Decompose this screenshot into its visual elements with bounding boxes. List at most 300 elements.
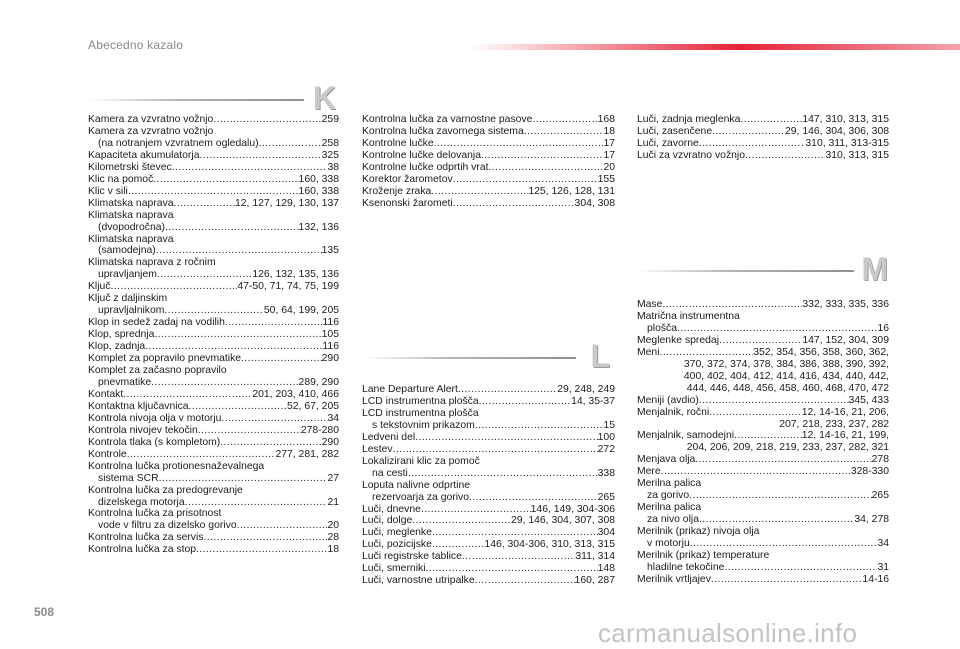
- dot-leader: [458, 384, 557, 396]
- index-page-refs: 132, 136: [298, 221, 339, 233]
- dot-leader: [198, 425, 301, 437]
- index-entry: [637, 395, 889, 407]
- section-letter-m: M: [861, 251, 888, 287]
- index-entry: [88, 222, 339, 234]
- index-term: upravljanjem: [98, 269, 157, 281]
- index-entry-heading: Lokalizirani klic za pomoč: [362, 455, 480, 467]
- index-page-refs: 15: [603, 419, 615, 431]
- index-entry: [362, 186, 615, 198]
- dot-leader: [532, 114, 597, 126]
- index-term: rezervoarja za gorivo: [372, 491, 470, 503]
- index-entry: [362, 396, 615, 408]
- index-page-refs: 12, 127, 129, 130, 137: [235, 197, 339, 209]
- dot-leader: [661, 466, 851, 478]
- index-entry-heading: Loputa nalivne odprtine: [362, 479, 471, 491]
- index-page-refs: 34: [327, 412, 339, 424]
- index-term: Kontrolne lučke delovanja: [362, 149, 481, 161]
- index-entry: [637, 126, 889, 138]
- dot-leader: [709, 407, 802, 419]
- index-entry: [88, 281, 339, 293]
- index-term: pnevmatike: [98, 376, 152, 388]
- index-entry: [88, 413, 339, 425]
- index-page-refs: 160, 338: [298, 173, 339, 185]
- index-term: Kontaktna ključavnica: [88, 400, 189, 412]
- dot-leader: [432, 539, 485, 551]
- index-page-refs: 168: [597, 114, 615, 125]
- index-term: Luči, zadnja meglenka: [637, 114, 741, 125]
- index-term: Menjalnik, samodejni: [637, 430, 735, 442]
- dot-leader: [408, 468, 598, 480]
- index-term: Kontrola tlaka (s kompletom): [88, 436, 221, 448]
- index-term: Ledveni del: [362, 431, 416, 443]
- index-page-refs: 50, 64, 199, 205: [263, 305, 339, 317]
- index-entry: [637, 430, 889, 442]
- index-page-refs: 147, 152, 304, 309: [802, 334, 889, 346]
- index-page-refs: 290: [321, 436, 339, 448]
- index-term: Merilnik vrtljajev: [637, 573, 711, 585]
- dot-leader: [153, 174, 298, 186]
- index-entry: [362, 174, 615, 186]
- index-entry: [637, 335, 889, 347]
- index-entry: [362, 114, 615, 126]
- index-entry-heading: Merilna palica: [637, 478, 702, 490]
- index-entry: [88, 150, 339, 162]
- index-entry-heading: Matrična instrumentna: [637, 310, 740, 322]
- dot-leader: [157, 269, 252, 281]
- dot-leader: [712, 126, 785, 138]
- dot-leader: [156, 245, 322, 257]
- index-entry: [362, 492, 615, 504]
- index-page-refs: 14-16: [862, 573, 889, 585]
- index-entry: [362, 138, 615, 150]
- index-entry: [362, 126, 615, 138]
- index-page-refs: 155: [597, 173, 615, 185]
- index-entry: [88, 269, 339, 281]
- index-page-refs: 29, 146, 304, 306, 308: [785, 125, 889, 137]
- index-entry: [88, 114, 339, 126]
- index-entry-heading: Klimatska naprava: [88, 209, 174, 221]
- index-entry-heading: Kontrolna lučka za prisotnost: [88, 508, 222, 520]
- index-term: Mere: [637, 466, 661, 478]
- dot-leader: [695, 454, 871, 466]
- dot-leader: [432, 527, 598, 539]
- index-term: sistema SCR: [98, 472, 159, 484]
- index-term: Luči, zavorne: [637, 137, 699, 149]
- dot-leader: [165, 222, 299, 234]
- dot-leader: [481, 150, 603, 162]
- index-entry: [637, 323, 889, 335]
- index-term: na cesti: [372, 467, 408, 479]
- index-entry: [88, 437, 339, 449]
- index-page-refs: 125, 126, 128, 131: [528, 185, 615, 197]
- section-letter-k: K: [312, 80, 336, 116]
- index-entry: [88, 341, 339, 353]
- index-term: Ksenonski žarometi: [362, 197, 453, 209]
- index-term: Klimatska naprava: [88, 197, 174, 209]
- dot-leader: [740, 114, 802, 126]
- watermark: carmanualsonline.info: [598, 618, 858, 648]
- index-page-refs: 21: [327, 496, 339, 508]
- dot-leader: [164, 305, 263, 317]
- index-entry-pages-continued: 207, 218, 233, 237, 282: [779, 418, 889, 430]
- index-page-refs: 160, 338: [298, 185, 339, 197]
- dot-leader: [221, 413, 327, 425]
- dot-leader: [524, 126, 604, 138]
- index-term: hladilne tekočine: [647, 561, 725, 573]
- index-term: Menjalnik, ročni: [637, 406, 710, 418]
- index-entry: [362, 515, 615, 527]
- index-entry-heading: Merilnik (prikaz) temperature: [637, 550, 770, 562]
- index-page-refs: 304, 308: [574, 197, 615, 209]
- index-term: LCD instrumentna plošča: [362, 395, 479, 407]
- section-letter-l: L: [590, 338, 610, 374]
- index-term: Luči, dolge: [362, 515, 413, 527]
- index-entry-pages-continued: 370, 372, 374, 378, 384, 386, 388, 390, 392,: [683, 358, 889, 370]
- index-term: Kontrolna lučka za stop: [88, 544, 197, 556]
- page-header-title: Abecedno kazalo: [88, 38, 184, 52]
- dot-leader: [259, 138, 322, 150]
- index-entry-heading: Ključ z daljinskim: [88, 293, 168, 305]
- dot-leader: [241, 353, 322, 365]
- dot-leader: [711, 574, 863, 586]
- dot-leader: [489, 162, 604, 174]
- index-page-refs: 29, 248, 249: [557, 384, 615, 395]
- index-entry-heading: Klimatska naprava z ročnim: [88, 257, 216, 269]
- index-entry-heading: Merilna palica: [637, 502, 702, 514]
- index-page-refs: 311, 314: [575, 551, 615, 563]
- index-term: Luči, smerniki: [362, 563, 426, 575]
- index-page-refs: 345, 433: [848, 394, 889, 406]
- section-header-m: [636, 251, 888, 287]
- index-entry-heading: Kontrolna lučka protionesnaževalnega: [88, 460, 265, 472]
- index-page-refs: 265: [871, 490, 889, 502]
- index-column-m: [637, 299, 889, 586]
- section-header-l: [362, 338, 610, 374]
- index-entry: [88, 174, 339, 186]
- index-term: za gorivo: [647, 490, 690, 502]
- index-entry: [362, 444, 615, 456]
- dot-leader: [469, 492, 598, 504]
- index-entry: [637, 538, 889, 550]
- index-entry: [88, 317, 339, 329]
- index-entry: [88, 305, 339, 317]
- index-entry: [637, 150, 889, 162]
- index-page-refs: 304: [597, 527, 615, 539]
- index-entry: [362, 563, 615, 575]
- dot-leader: [699, 395, 849, 407]
- index-term: Luči, dnevne: [362, 503, 421, 515]
- index-page-refs: 116: [322, 341, 339, 353]
- index-page-refs: 265: [597, 491, 615, 503]
- dot-leader: [111, 281, 238, 293]
- section-divider: [88, 99, 304, 101]
- index-term: za nivo olja: [647, 514, 699, 526]
- dot-leader: [237, 520, 328, 532]
- dot-leader: [415, 432, 598, 444]
- dot-leader: [690, 538, 878, 550]
- index-page-refs: 352, 354, 356, 358, 360, 362,: [753, 346, 889, 358]
- index-page-refs: 17: [603, 149, 615, 161]
- index-term: Klop in sedež zadaj na vodilih: [88, 317, 225, 329]
- index-term: Luči, varnostne utripalke: [362, 575, 475, 587]
- dot-leader: [412, 515, 511, 527]
- index-entry: [88, 544, 339, 556]
- index-entry: [88, 401, 339, 413]
- dot-leader: [189, 401, 287, 413]
- index-page-refs: 160, 287: [574, 575, 615, 587]
- index-page-refs: 17: [603, 137, 615, 149]
- index-page-refs: 18: [603, 125, 615, 137]
- index-page-refs: 135: [321, 245, 339, 257]
- index-entry: [362, 504, 615, 516]
- index-entry-pages-continued: 204, 206, 209, 218, 219, 233, 237, 282, 321: [686, 442, 889, 454]
- dot-leader: [421, 504, 531, 516]
- index-page-refs: 47-50, 71, 74, 75, 199: [237, 281, 339, 293]
- index-page-refs: 20: [603, 161, 615, 173]
- index-entry: [88, 162, 339, 174]
- dot-leader: [172, 162, 328, 174]
- index-entry: [88, 138, 339, 150]
- index-entry: [362, 551, 615, 563]
- dot-leader: [145, 341, 322, 353]
- dot-leader: [154, 329, 321, 341]
- dot-leader: [225, 317, 323, 329]
- index-term: Kontakt: [88, 388, 124, 400]
- index-term: s tekstovnim prikazom: [372, 419, 475, 431]
- index-page-refs: 277, 281, 282: [275, 448, 339, 460]
- index-column-l: [362, 384, 615, 587]
- index-term: plošča: [647, 322, 678, 334]
- index-entry: [362, 150, 615, 162]
- dot-leader: [699, 514, 854, 526]
- index-page-refs: 52, 67, 205: [287, 400, 339, 412]
- index-term: dizelskega motorja: [98, 496, 185, 508]
- index-term: Kontrola nivoja olja v motorju: [88, 412, 222, 424]
- dot-leader: [128, 186, 299, 198]
- index-term: (na notranjem vzvratnem ogledalu): [98, 137, 259, 149]
- index-page-refs: 289, 290: [298, 376, 339, 388]
- index-page-refs: 31: [877, 561, 889, 573]
- section-header-k: [88, 80, 336, 116]
- index-term: Kontrole: [88, 448, 127, 460]
- index-term: Meniji (avdio): [637, 394, 699, 406]
- index-entry: [88, 329, 339, 341]
- index-entry: [88, 245, 339, 257]
- index-entry: [362, 527, 615, 539]
- dot-leader: [724, 562, 877, 574]
- dot-leader: [426, 563, 598, 575]
- index-term: Kontrolna lučka za servis: [88, 532, 204, 544]
- index-page-refs: 16: [877, 322, 889, 334]
- index-entry: [637, 347, 889, 359]
- index-entry-heading: LCD instrumentna plošča: [362, 407, 479, 419]
- index-term: Kontrolne lučke odprtih vrat: [362, 161, 489, 173]
- index-entry: [362, 162, 615, 174]
- index-page-refs: 259: [321, 114, 339, 125]
- index-page-refs: 20: [327, 520, 339, 532]
- index-page-refs: 290: [321, 353, 339, 365]
- dot-leader: [196, 544, 327, 556]
- index-page-refs: 332, 333, 335, 336: [802, 299, 889, 310]
- index-term: Kontrolne lučke: [362, 137, 434, 149]
- dot-leader: [453, 198, 575, 210]
- dot-leader: [689, 490, 871, 502]
- index-entry-heading: Merilnik (prikaz) nivoja olja: [637, 526, 760, 538]
- index-entry: [362, 198, 615, 210]
- dot-leader: [393, 444, 598, 456]
- index-term: Lane Departure Alert: [362, 384, 458, 395]
- index-term: Luči, pozicijske: [362, 539, 432, 551]
- index-entry: [637, 514, 889, 526]
- index-page-refs: 14, 35-37: [571, 395, 615, 407]
- index-term: Kontrolna lučka za varnostne pasove: [362, 114, 533, 125]
- index-term: Kontrola nivojev tekočin: [88, 424, 198, 436]
- section-divider: [636, 270, 854, 272]
- index-term: Klop, sprednja: [88, 329, 155, 341]
- index-term: Korektor žarometov: [362, 173, 453, 185]
- index-term: (samodejna): [98, 245, 156, 257]
- index-page-refs: 146, 149, 304-306: [530, 503, 615, 515]
- index-entry-pages-continued: 444, 446, 448, 456, 458, 460, 468, 470, 472: [686, 382, 889, 394]
- index-page-refs: 272: [597, 443, 615, 455]
- index-term: Menjava olja: [637, 454, 696, 466]
- index-page-refs: 34: [877, 538, 889, 550]
- index-entry: [362, 468, 615, 480]
- index-column-k-continued: [362, 114, 615, 210]
- dot-leader: [462, 551, 575, 563]
- index-term: (dvopodročna): [98, 221, 166, 233]
- index-term: v motorju: [647, 538, 690, 550]
- dot-leader: [431, 186, 528, 198]
- index-term: Meglenke spredaj: [637, 334, 720, 346]
- index-page-refs: 201, 203, 410, 466: [252, 388, 339, 400]
- index-entry-heading: Kamera za vzvratno vožnjo: [88, 125, 214, 137]
- index-term: Luči za vzvratno vožnjo: [637, 149, 746, 161]
- index-page-refs: 126, 132, 135, 136: [252, 269, 339, 281]
- index-term: Mase: [637, 299, 663, 310]
- dot-leader: [159, 473, 328, 485]
- index-term: Klic na pomoč: [88, 173, 154, 185]
- dot-leader: [127, 449, 276, 461]
- index-term: Ključ: [88, 281, 111, 293]
- index-entry: [88, 449, 339, 461]
- index-entry-heading: Komplet za začasno popravilo: [88, 365, 227, 377]
- index-entry: [637, 466, 889, 478]
- index-entry: [88, 377, 339, 389]
- index-entry: [88, 389, 339, 401]
- index-page-refs: 278: [871, 454, 889, 466]
- dot-leader: [475, 575, 575, 587]
- index-entry: [88, 520, 339, 532]
- index-page-refs: 325: [321, 149, 339, 161]
- dot-leader: [745, 150, 825, 162]
- dot-leader: [475, 420, 604, 432]
- index-page-refs: 34, 278: [854, 514, 889, 526]
- index-term: Kilometrski števec: [88, 161, 172, 173]
- index-page-refs: 328-330: [850, 466, 889, 478]
- index-column-k: [88, 114, 339, 556]
- index-entry: [88, 353, 339, 365]
- index-entry: [88, 532, 339, 544]
- dot-leader: [434, 138, 604, 150]
- index-entry: [362, 420, 615, 432]
- index-term: Luči registrske tablice: [362, 551, 462, 563]
- index-entry: [88, 497, 339, 509]
- index-entry: [88, 425, 339, 437]
- dot-leader: [734, 430, 802, 442]
- index-term: Klop, zadnja: [88, 341, 146, 353]
- index-entry: [637, 299, 889, 311]
- index-term: Klic v sili: [88, 185, 128, 197]
- index-page-refs: 310, 311, 313-315: [805, 137, 889, 149]
- index-term: Kontrolna lučka zavornega sistema: [362, 125, 524, 137]
- index-term: vode v filtru za dizelsko gorivo: [98, 520, 237, 532]
- index-term: upravljalnikom: [98, 305, 165, 317]
- index-page-refs: 18: [327, 544, 339, 556]
- index-entry: [637, 407, 889, 419]
- index-entry: [362, 539, 615, 551]
- index-term: Kroženje zraka: [362, 185, 432, 197]
- dot-leader: [699, 138, 806, 150]
- index-page-refs: 338: [597, 467, 615, 479]
- index-entry: [637, 490, 889, 502]
- index-page-refs: 278-280: [300, 424, 339, 436]
- index-entry: [637, 454, 889, 466]
- index-page-refs: 148: [597, 563, 615, 575]
- dot-leader: [677, 323, 877, 335]
- index-term: Meni: [637, 346, 660, 358]
- index-page-refs: 147, 310, 313, 315: [802, 114, 889, 125]
- dot-leader: [199, 150, 321, 162]
- index-page-refs: 100: [597, 431, 615, 443]
- dot-leader: [151, 377, 298, 389]
- dot-leader: [123, 389, 252, 401]
- header-accent-bar: [470, 44, 960, 50]
- index-page-refs: 28: [327, 532, 339, 544]
- index-entry: [637, 574, 889, 586]
- index-entry: [88, 198, 339, 210]
- index-entry-heading: Klimatska naprava: [88, 233, 174, 245]
- dot-leader: [453, 174, 598, 186]
- index-entry: [362, 575, 615, 587]
- index-entry-pages-continued: 400, 402, 404, 412, 414, 416, 434, 440, 442,: [683, 370, 889, 382]
- index-entry: [362, 384, 615, 396]
- index-entry: [362, 432, 615, 444]
- index-term: Komplet za popravilo pnevmatike: [88, 353, 242, 365]
- dot-leader: [213, 114, 321, 126]
- dot-leader: [719, 335, 802, 347]
- index-entry: [637, 114, 889, 126]
- index-entry: [637, 138, 889, 150]
- index-column-l-continued: [637, 114, 889, 162]
- index-page-refs: 310, 313, 315: [825, 149, 889, 161]
- index-page-refs: 29, 146, 304, 307, 308: [511, 515, 615, 527]
- dot-leader: [204, 532, 328, 544]
- index-entry-heading: Kontrolna lučka za predogrevanje: [88, 484, 243, 496]
- dot-leader: [662, 299, 802, 311]
- index-page-refs: 38: [327, 161, 339, 173]
- index-page-refs: 12, 14-16, 21, 206,: [801, 406, 889, 418]
- dot-leader: [660, 347, 754, 359]
- index-page-refs: 146, 304-306, 310, 313, 315: [484, 539, 615, 551]
- index-term: Luči, meglenke: [362, 527, 432, 539]
- index-page-refs: 116: [322, 317, 339, 329]
- dot-leader: [173, 198, 235, 210]
- page-number: 508: [34, 605, 55, 619]
- section-divider: [362, 357, 576, 359]
- index-term: Kapaciteta akumulatorja: [88, 149, 200, 161]
- index-entry: [88, 473, 339, 485]
